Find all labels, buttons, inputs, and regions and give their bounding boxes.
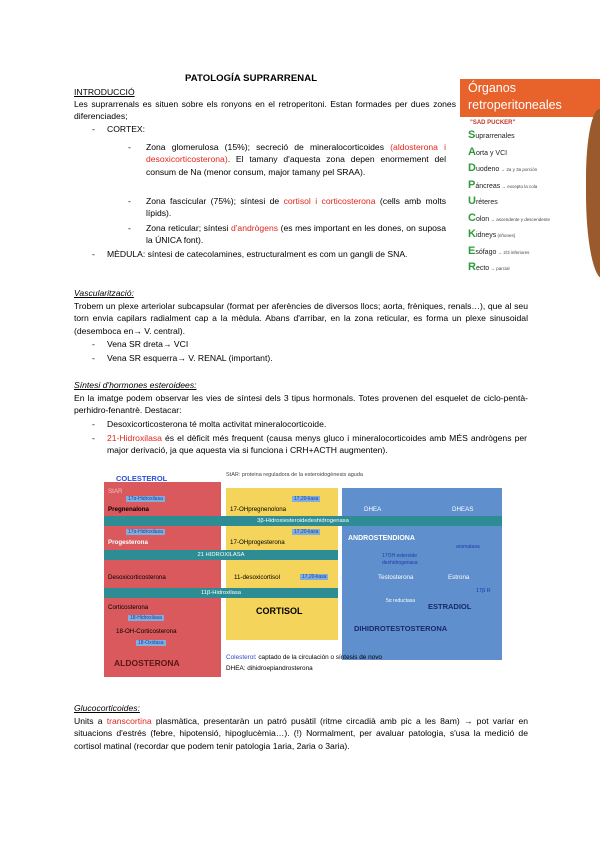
organ-tissue-photo [586,109,600,277]
vein-left: Vena SR esquerra→ V. RENAL (important). [107,353,273,363]
11b-hydroxylase-bar: 11β-Hidroxilasa [104,588,338,598]
organs-title-2: retroperitoneales [468,98,562,112]
organs-title-1: Órganos [468,81,516,95]
legend-colesterol: Colesterol [226,654,255,661]
enzyme-1720-liasa-1: 17,20-liasa [294,496,319,502]
estrona: Estrona [448,574,470,581]
bullet-dash: - [92,249,95,259]
legend-line-2: DHEA: dihidroepiandrosterona [226,665,313,672]
bullet-dash: - [92,124,95,134]
organ-row: Esófago → 2/3 inferiores [468,244,530,257]
vein-right: Vena SR dreta→ VCI [107,339,189,349]
estradiol: ESTRADIOL [428,602,472,611]
corticosterona: Corticosterona [108,604,149,611]
androgen-pathway-column [342,488,502,660]
organ-row: Uréteres [468,195,498,207]
bullet-dash: - [128,223,131,233]
star-label: StAR [108,488,123,495]
organ-row: Páncreas → excepto la cola [468,178,538,191]
gluco-text: Units a transcortina plasmàtica, presentaràn un patró pusàtil (ritme circadià amb pic a les 8am) → pot variar en situacions d'estrés (febre, hipotensió, hipoglucèmia…). (!) Normalment, per avaluar patologia, s'usa la medició de cortisol matinal (recordar que podem tenir patologia 1aria, 2aria o 3aria). [74,716,529,751]
synth-heading: Síntesi d'hormones esteroidees: [74,380,197,390]
bullet-dash: - [128,196,131,206]
colesterol-label: COLESTEROL [116,474,168,483]
11-desoxicortisol: 11-desoxicortisol [234,574,280,581]
dheas: DHEAS [452,506,474,513]
vasc-heading: Vascularització: [74,288,134,298]
enzyme-18-oxidase: 18-Oxidasa [138,640,164,646]
enzyme-1720-liasa-3: 17,20-liasa [302,574,327,580]
cortisol: CORTISOL [256,606,303,616]
5a-reductase: 5α reductasa [386,598,416,604]
vasc-text: Trobem un plexe arteriolar subcapsular (format per aferències de diversos llocs; aorta, frèniques, renals…), que al seu torn envia capilars radialment cap a la mèdula. Abans d'arribar, en la zona reticular, es forma un plexe sinusoidal (desemboca en→ V. central). [74,301,528,336]
organ-row: Kidneys (riñones) [468,228,516,240]
star-note: StAR: proteina reguladora de la esteroidogènesis aguda [226,472,363,478]
progesterona: Progesterona [108,539,148,546]
synth-text: En la imatge podem observar les vies de síntesi dels 3 tipus hormonals. Totes provenen del esquelet de ciclo-pentà-perhidro-fenantrè. Destacar: [74,393,528,416]
organ-row: Recto → parcial [468,261,510,273]
intro-heading: INTRODUCCIÓ [74,87,135,97]
zona-glomerulosa: Zona glomerulosa (15%); secreció de mineralocorticoides (aldosterona i desoxicorticosterona). El tamany d'aquesta zona depen enormement del consum de Na (menor consum, major tamany pel SRAA). [146,142,446,177]
17-oh-pregnenolona: 17-OHpregnenolona [230,506,287,513]
synth-bullet-2: 21-Hidroxilasa és el dèficit més frequent (causa menys gluco i mineralocorticoides amb MÉS andrògens per major derivació, ja que aquesta via si funciona i CRH+ACTH augmenten). [107,433,527,456]
enzyme-17a-hydroxylase: 17α-Hidroxilasa [128,496,163,502]
bullet-dash: - [92,419,95,429]
aromatasa: aromatasa [456,544,480,550]
pregnenolona: Pregnenalona [108,506,149,513]
legend-line-1: : captado de la circulación o síntesis de novo [254,654,382,661]
page-title: PATOLOGÍA SUPRARRENAL [185,73,318,84]
organ-row: Suprarrenales [468,129,515,141]
enzyme-1720-liasa-2: 17,20-liasa [294,529,319,535]
bullet-dash: - [92,339,95,349]
17b-reductase: 17β R [476,588,491,594]
steroidogenesis-diagram [86,470,516,680]
21-hydroxylase-bar: 21 HIDROXILASA [104,550,338,560]
17-oh-progesterona: 17-OHprogesterona [230,539,285,546]
zona-reticular: Zona reticular; síntesi d'andrògens (es mes important en les dones, on suposa la ÚNICA font). [146,223,447,246]
18-oh-corticosterona: 18-OH-Corticosterona [116,628,177,635]
enzyme-18-hydroxylase: 18-Hidroxilasa [130,615,162,621]
testosterona: Testosterona [378,574,414,581]
desoxicorticosterona: Desoxicorticosterona [108,574,166,581]
organ-row: Duodeno → 2a y 3a porción [468,162,538,174]
cortex-label: CORTEX: [107,124,146,134]
organ-row: Colon → ascendente y descendente [468,211,550,224]
gluco-heading: Glucocorticoides: [74,703,140,713]
zona-fascicular: Zona fascicular (75%); síntesi de cortisol i corticosterona (cells amb molts lípids). [146,196,447,219]
dihidrotestosterona: DIHIDROTESTOSTERONA [354,624,448,633]
medulla-text: MÈDULA: síntesi de catecolamines, estructuralment es com un gangli de SNA. [107,249,408,259]
dhea: DHEA [364,506,382,513]
aldosterona: ALDOSTERONA [114,658,180,668]
organ-row: Aorta y VCI [468,145,508,158]
enzyme-17a-hydroxylase-2: 17α-Hidroxilasa [128,529,163,535]
bullet-dash: - [92,433,95,443]
synth-bullet-1: Desoxicorticosterona té molta activitat mineralocorticoide. [107,419,327,429]
retroperitoneal-organs-image [460,79,600,277]
diagram-legend [226,652,382,674]
bullet-dash: - [92,353,95,363]
bullet-dash: - [128,142,131,152]
mnemonic: "SAD PUCKER" [470,120,516,126]
androstendiona: ANDROSTENDIONA [348,535,415,542]
17oh-dehydrogenase: 17OH esteroide deshidrogenasa [382,553,418,566]
intro-text: Les suprarrenals es situen sobre els ronyons en el retroperitoni. Estan formades per dues zones diferenciades; [74,99,456,122]
hsd-bar: 3β-Hidroxiesteroidedeshidrogenasa [104,516,502,526]
